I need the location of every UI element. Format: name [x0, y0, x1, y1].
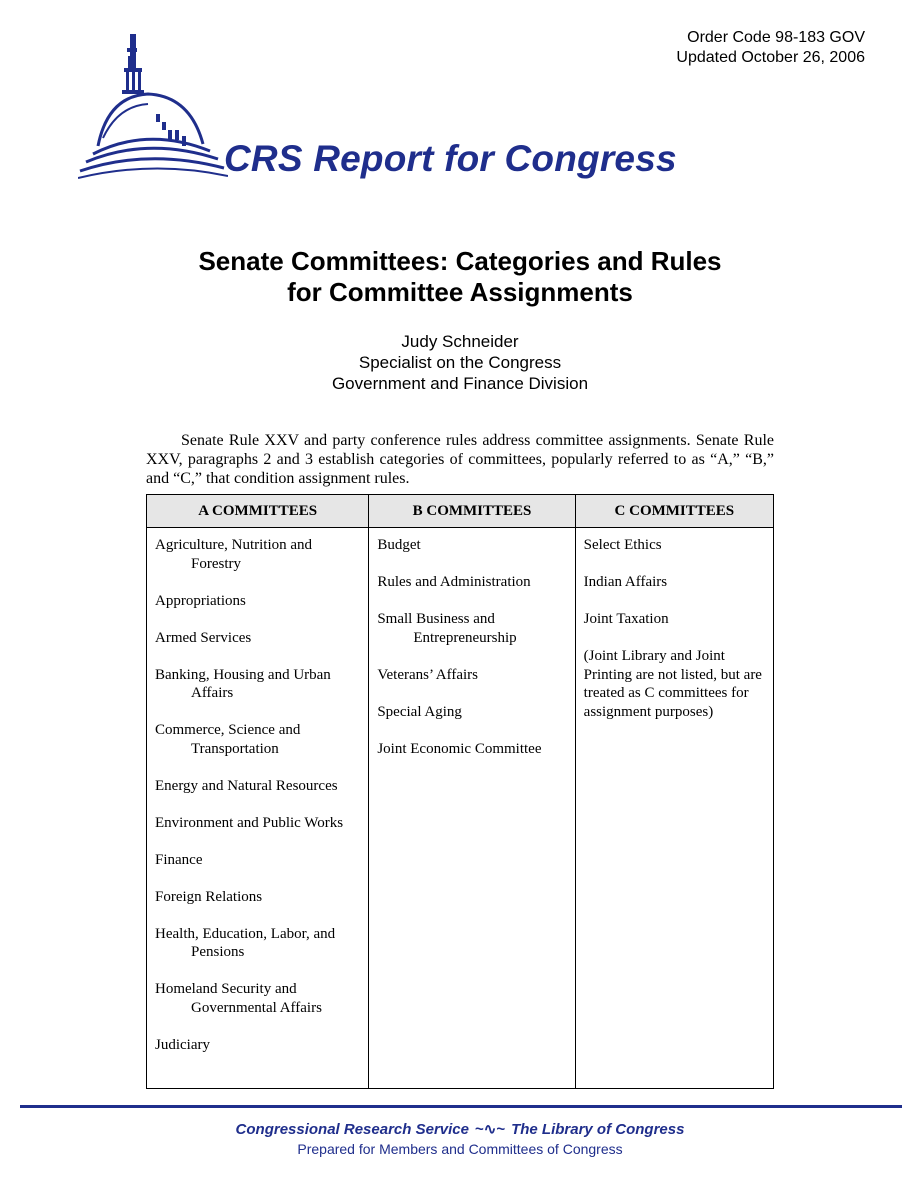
- list-item: Special Aging: [377, 703, 462, 720]
- list-item: Indian Affairs: [583, 574, 668, 590]
- crs-logo: [78, 26, 698, 191]
- list-item: Commerce, Science and Transportation: [155, 722, 301, 757]
- a-committees-cell: [147, 528, 369, 1089]
- author-division: Government and Finance Division: [331, 374, 589, 393]
- document-title: [0, 246, 920, 308]
- list-item: Finance: [155, 851, 203, 868]
- footer-loc: The Library of Congress: [511, 1121, 685, 1138]
- b-committees-cell: [369, 528, 575, 1089]
- order-code-block: [676, 28, 865, 68]
- list-item: Health, Education, Labor, and Pensions: [155, 925, 336, 960]
- header-a-committees: A COMMITTEES: [147, 495, 369, 528]
- author-block: [0, 331, 920, 394]
- list-item: Foreign Relations: [155, 888, 263, 905]
- list-item: Judiciary: [155, 1036, 210, 1053]
- intro-paragraph: Senate Rule XXV and party conference rules address committee assignments. Senate Rule XXV, paragraphs 2 and 3 establish categories of committees, popularly referred to as “A,” “B,” and “C,” that condition assignment rules.: [146, 432, 774, 487]
- c-committees-note: (Joint Library and Joint Printing are not listed, but are treated as C committees for assignment purposes): [583, 648, 762, 720]
- ornament-icon: ~∿~: [474, 1121, 506, 1138]
- footer-divider: [20, 1105, 902, 1108]
- author-position: Specialist on the Congress: [358, 353, 562, 372]
- footer-crs: Congressional Research Service: [235, 1121, 469, 1138]
- table-header-row: [147, 495, 774, 528]
- list-item: Energy and Natural Resources: [155, 777, 338, 794]
- list-item: Rules and Administration: [377, 574, 531, 590]
- footer-line-2: Prepared for Members and Committees of Congress: [297, 1141, 623, 1157]
- updated-date: Updated October 26, 2006: [676, 49, 865, 66]
- list-item: Budget: [377, 537, 421, 553]
- c-committees-cell: [575, 528, 773, 1089]
- list-item: Small Business and Entrepreneurship: [377, 611, 517, 646]
- list-item: Homeland Security and Governmental Affairs: [155, 981, 322, 1016]
- committee-table: [146, 494, 774, 1089]
- list-item: Agriculture, Nutrition and Forestry: [155, 537, 313, 572]
- list-item: Joint Economic Committee: [377, 740, 542, 757]
- list-item: Appropriations: [155, 592, 246, 609]
- title-line-1: Senate Committees: Categories and Rules: [198, 246, 722, 276]
- table-row: [147, 528, 774, 1089]
- footer-line-1: [0, 1120, 920, 1140]
- capitol-dome-icon: [78, 26, 228, 191]
- list-item: Joint Taxation: [583, 611, 669, 627]
- header-c-committees: C COMMITTEES: [575, 495, 773, 528]
- author-name: Judy Schneider: [401, 332, 519, 351]
- footer: [0, 1120, 920, 1158]
- list-item: Armed Services: [155, 629, 252, 646]
- title-line-2: for Committee Assignments: [287, 277, 633, 307]
- order-code: Order Code 98-183 GOV: [687, 29, 865, 46]
- list-item: Banking, Housing and Urban Affairs: [155, 666, 331, 701]
- header-b-committees: B COMMITTEES: [369, 495, 575, 528]
- list-item: Veterans’ Affairs: [377, 666, 479, 683]
- brand-title: CRS Report for Congress: [224, 138, 677, 179]
- list-item: Select Ethics: [583, 537, 662, 553]
- list-item: Environment and Public Works: [155, 814, 344, 831]
